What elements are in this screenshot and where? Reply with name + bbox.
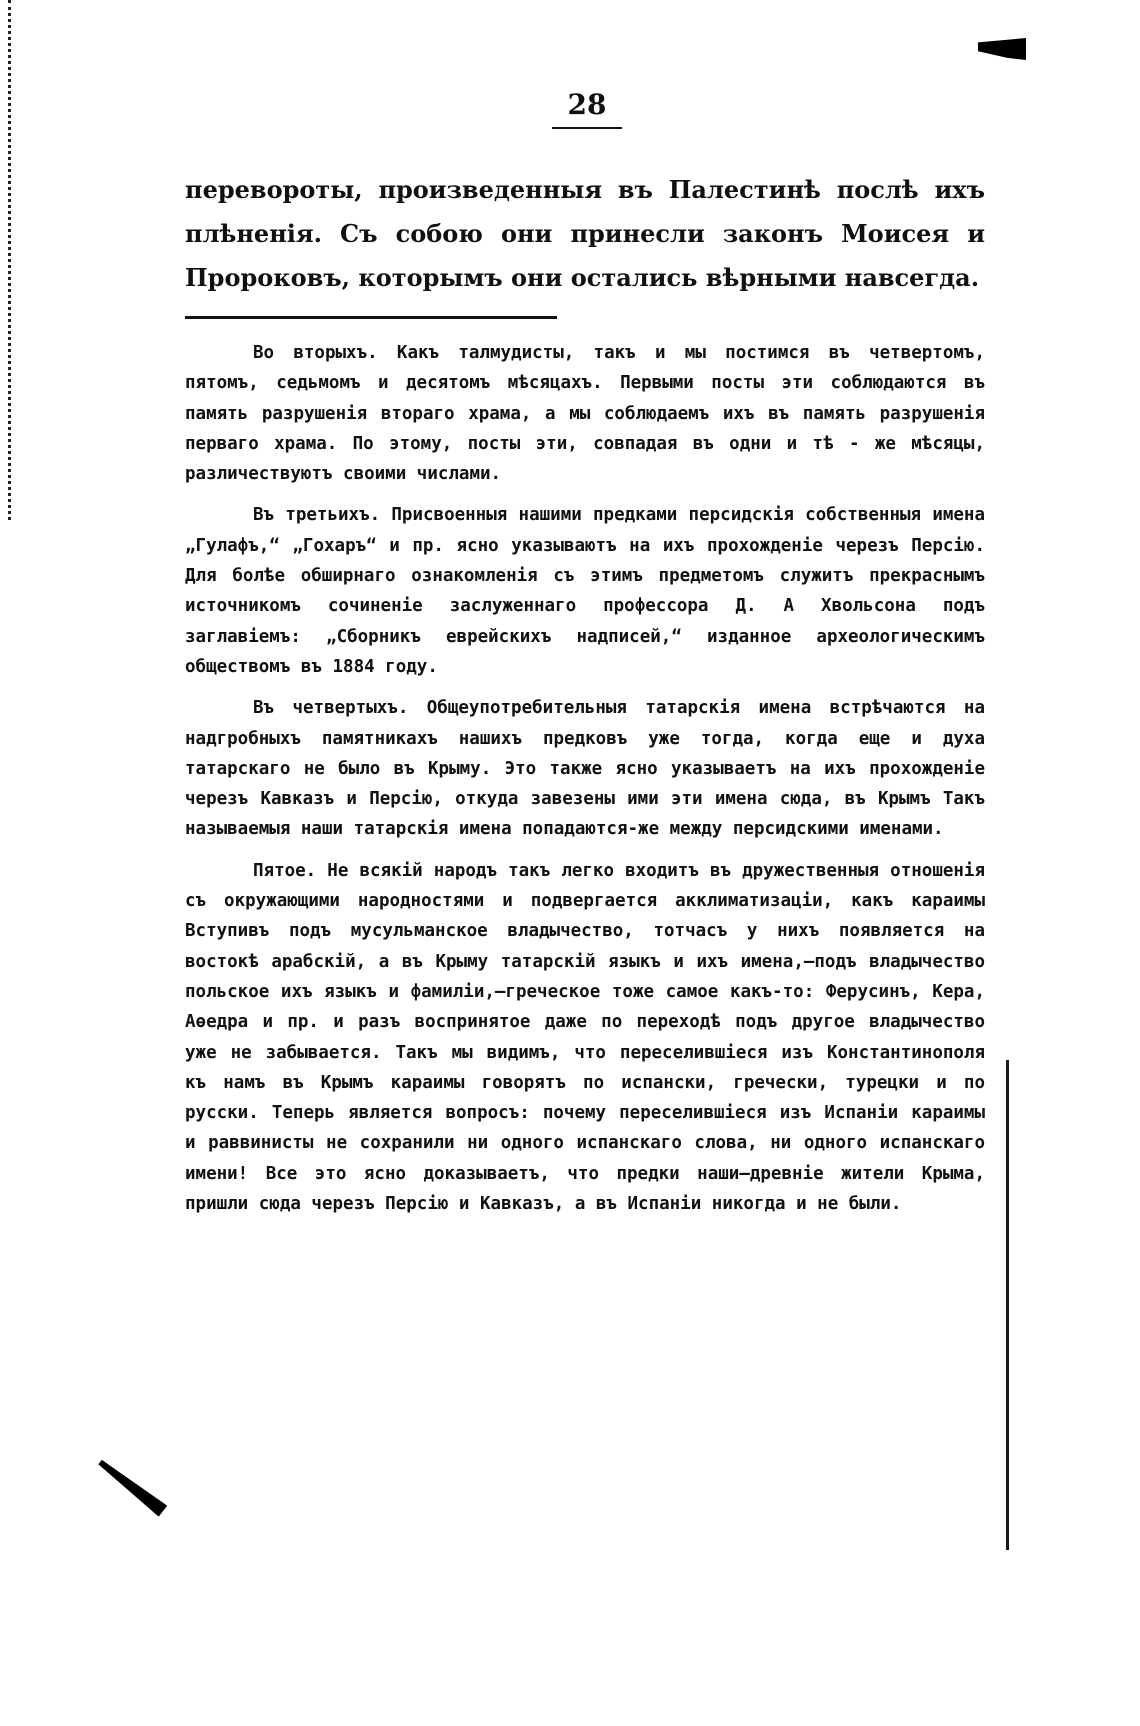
footnote-separator bbox=[185, 316, 557, 319]
scan-edge-left bbox=[8, 0, 17, 520]
footnotes bbox=[185, 338, 985, 1230]
main-text bbox=[185, 168, 985, 300]
scan-edge-right bbox=[1006, 1060, 1009, 1550]
scan-corner-mark-top bbox=[978, 38, 1026, 60]
scan-corner-mark-bottom bbox=[96, 1456, 168, 1516]
page-number: 28 bbox=[552, 88, 622, 129]
footnote-paragraph: Пятое. Не всякій народъ такъ легко входитъ въ дружественныя отношенія съ окружающими народностями и подвергается акклиматизаціи, какъ караимы Вступивъ подъ мусульманское владычество, тотчасъ у нихъ появляется на востокѣ арабскій, а въ Крыму татарскій языкъ и ихъ имена,—подъ владычество польское ихъ языкъ и фамиліи,—греческое тоже самое какъ-то: Ферусинъ, Кера, Аѳедра и пр. и разъ воспринятое даже по переходѣ подъ другое владычество уже не забывается. Такъ мы видимъ, что переселившіеся изъ Константинополя къ намъ въ Крымъ караимы говорятъ по испански, гречески, турецки и по русски. Теперь является вопросъ: почему переселившіеся изъ Испаніи караимы и раввинисты не сохранили ни одного испанскаго слова, ни одного испанскаго имени! Все это ясно доказываетъ, что предки наши—древніе жители Крыма, пришли сюда черезъ Персію и Кавказъ, а въ Испаніи никогда и не были. bbox=[185, 860, 985, 1215]
footnote-paragraph: Въ третьихъ. Присвоенныя нашими предками персидскія собственныя имена „Гулафъ,“ „Гохаръ“ и пр. ясно указываютъ на ихъ прохожденіе черезъ Персію. Для болѣе обширнаго ознакомленія съ этимъ предметомъ служитъ прекраснымъ источникомъ сочиненіе заслуженнаго профессора Д. А Хвольсона подъ заглавіемъ: „Сборникъ еврейскихъ надписей,“ изданное археологическимъ обществомъ въ 1884 году. bbox=[185, 505, 985, 677]
footnote-paragraph: Въ четвертыхъ. Общеупотребительныя татарскія имена встрѣчаются на надгробныхъ памятникахъ нашихъ предковъ уже тогда, когда еще и духа татарскаго не было въ Крыму. Это также ясно указываетъ на ихъ прохожденіе черезъ Кавказъ и Персію, откуда завезены ими эти имена сюда, въ Крымъ Такъ называемыя наши татарскія имена попадаются-же между персидскими именами. bbox=[185, 698, 985, 840]
main-paragraph: перевороты, произведенныя въ Палестинѣ послѣ ихъ плѣненія. Съ собою они принесли законъ Моисея и Пророковъ, которымъ они остались вѣрными навсегда. bbox=[185, 175, 985, 292]
footnote-paragraph: Во вторыхъ. Какъ талмудисты, такъ и мы постимся въ четвертомъ, пятомъ, седьмомъ и десятомъ мѣсяцахъ. Первыми посты эти соблюдаются въ память разрушенія втораго храма, а мы соблюдаемъ ихъ въ память разрушенія перваго храма. По этому, посты эти, совпадая въ одни и тѣ - же мѣсяцы, различествуютъ своими числами. bbox=[185, 343, 985, 485]
